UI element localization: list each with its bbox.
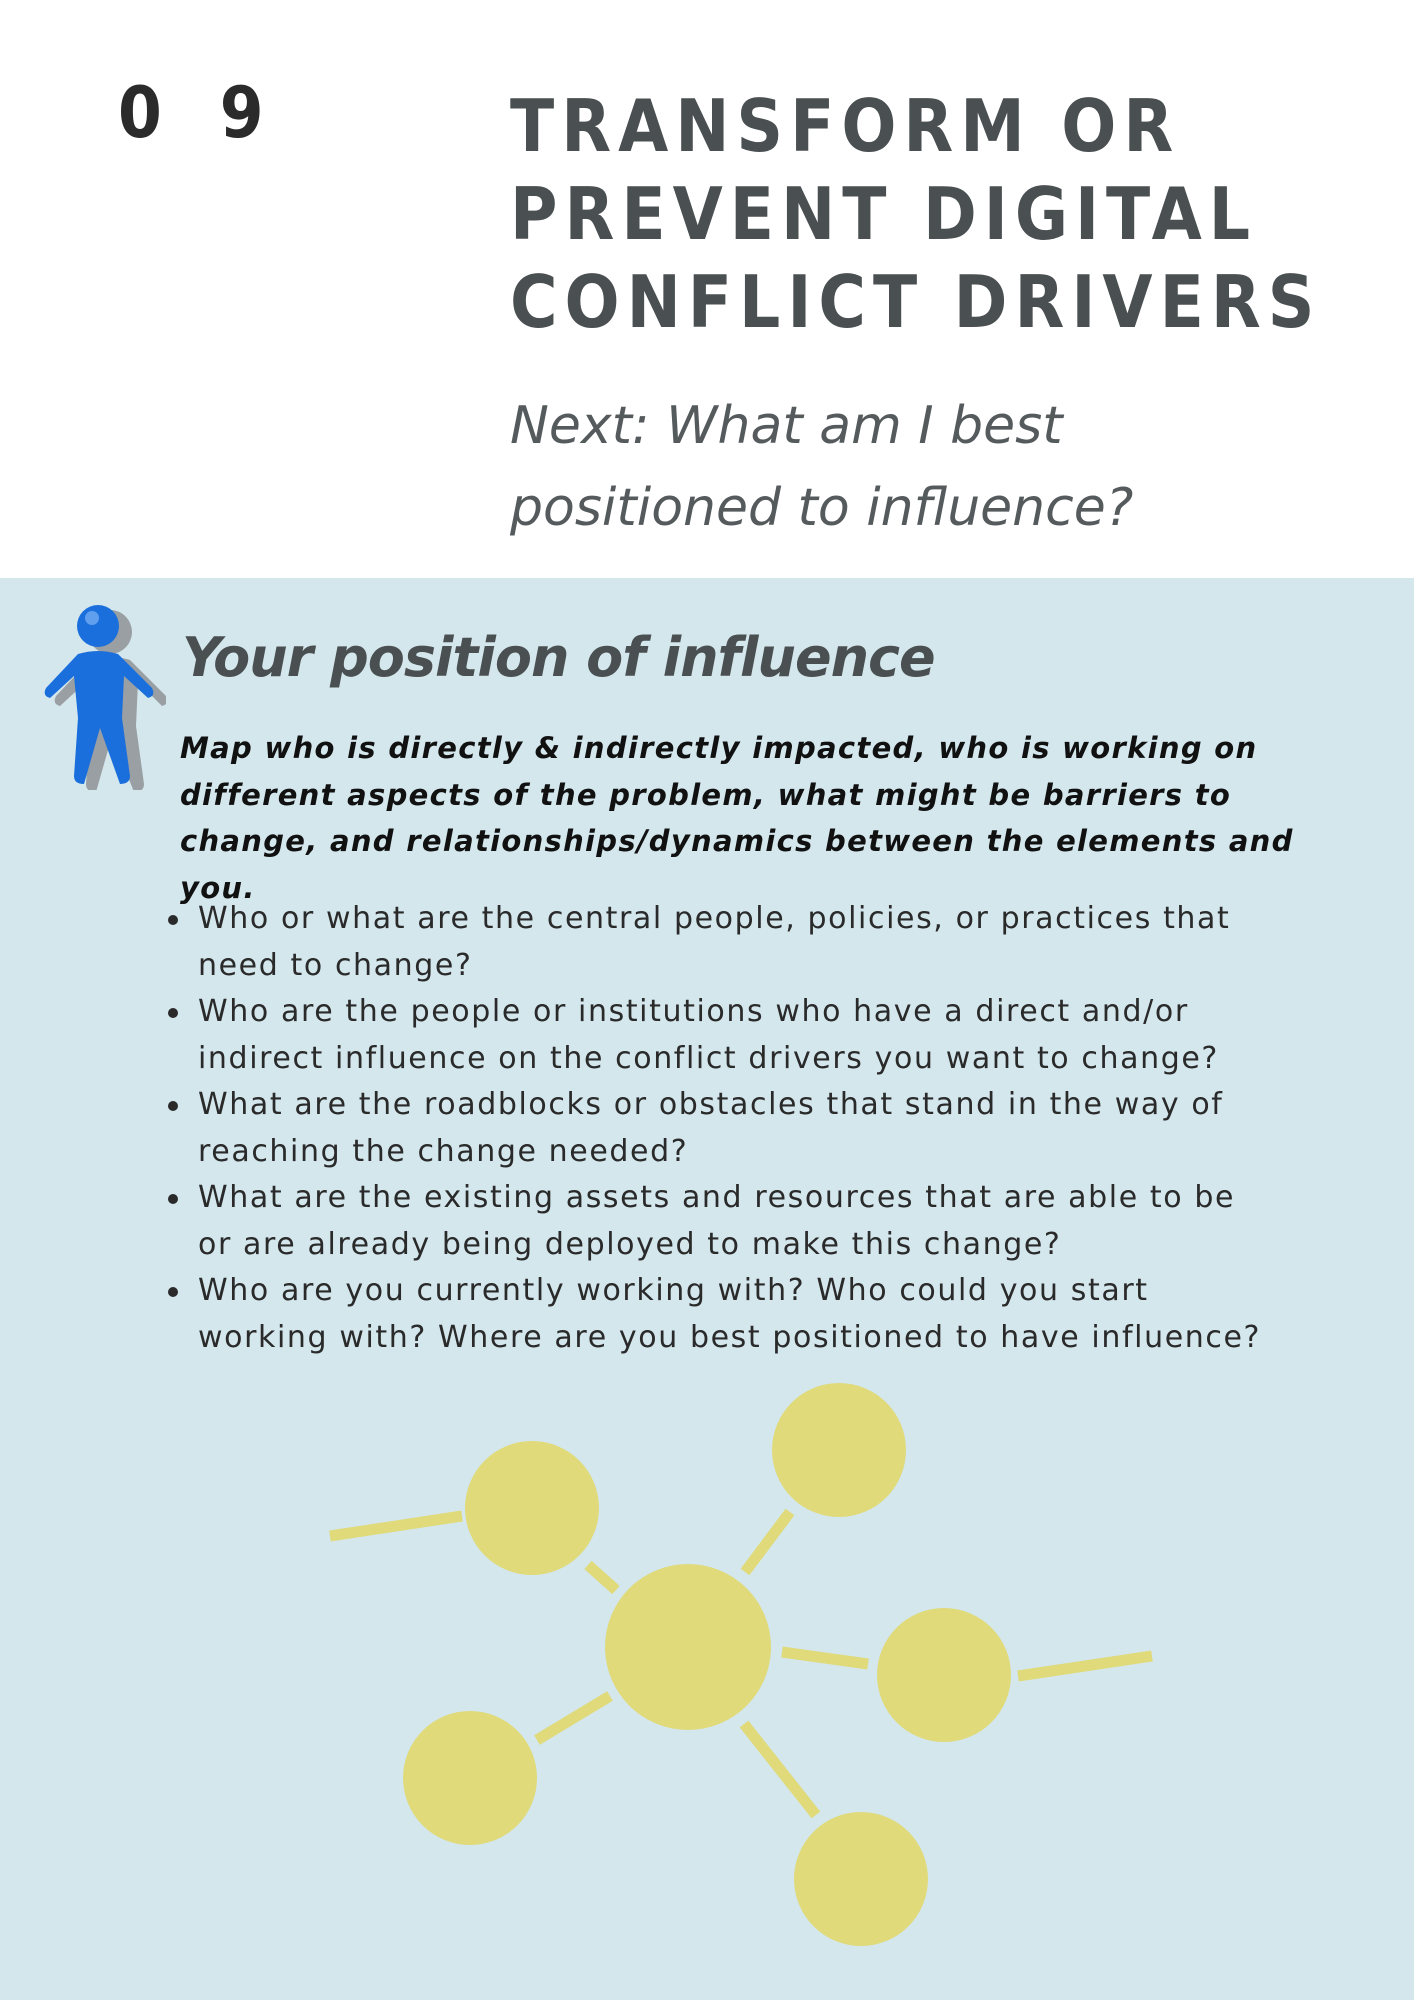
connector-line xyxy=(782,1652,868,1664)
connector-line xyxy=(744,1724,816,1815)
page-number: 0 9 xyxy=(118,72,282,154)
list-item: Who are the people or institutions who have a direct and/or indirect influence on the conflict drivers you want to change? xyxy=(198,989,1278,1082)
network-node xyxy=(465,1441,599,1575)
connector-line xyxy=(330,1516,462,1536)
connector-line xyxy=(745,1512,790,1572)
connector-line xyxy=(1018,1656,1152,1676)
connector-line xyxy=(588,1565,616,1590)
list-item: What are the existing assets and resources that are able to be or are already being deployed to make this change? xyxy=(198,1175,1278,1268)
list-item: What are the roadblocks or obstacles that stand in the way of reaching the change needed? xyxy=(198,1082,1278,1175)
person-icon xyxy=(38,604,166,790)
network-node xyxy=(772,1383,906,1517)
lead-paragraph: Map who is directly & indirectly impacted, who is working on different aspects of the problem, what might be barriers to change, and relationships/dynamics between the elements and you. xyxy=(180,731,1294,905)
list-item: Who or what are the central people, policies, or practices that need to change? xyxy=(198,896,1278,989)
connector-line xyxy=(537,1696,610,1740)
page-subtitle: Next: What am I best positioned to influence? xyxy=(510,396,1134,538)
network-node xyxy=(794,1812,928,1946)
header-section xyxy=(0,0,1414,578)
page-title: TRANSFORM OR PREVENT DIGITAL CONFLICT DRIVERS xyxy=(510,84,1322,344)
list-item: Who are you currently working with? Who could you start working with? Where are you best positioned to have influence? xyxy=(198,1268,1278,1361)
network-diagram-illustration xyxy=(0,1370,1414,2000)
section-heading: Your position of influence xyxy=(182,626,935,689)
network-node xyxy=(877,1608,1011,1742)
network-node xyxy=(403,1711,537,1845)
question-list xyxy=(0,896,1414,1361)
network-node-center xyxy=(605,1564,771,1730)
